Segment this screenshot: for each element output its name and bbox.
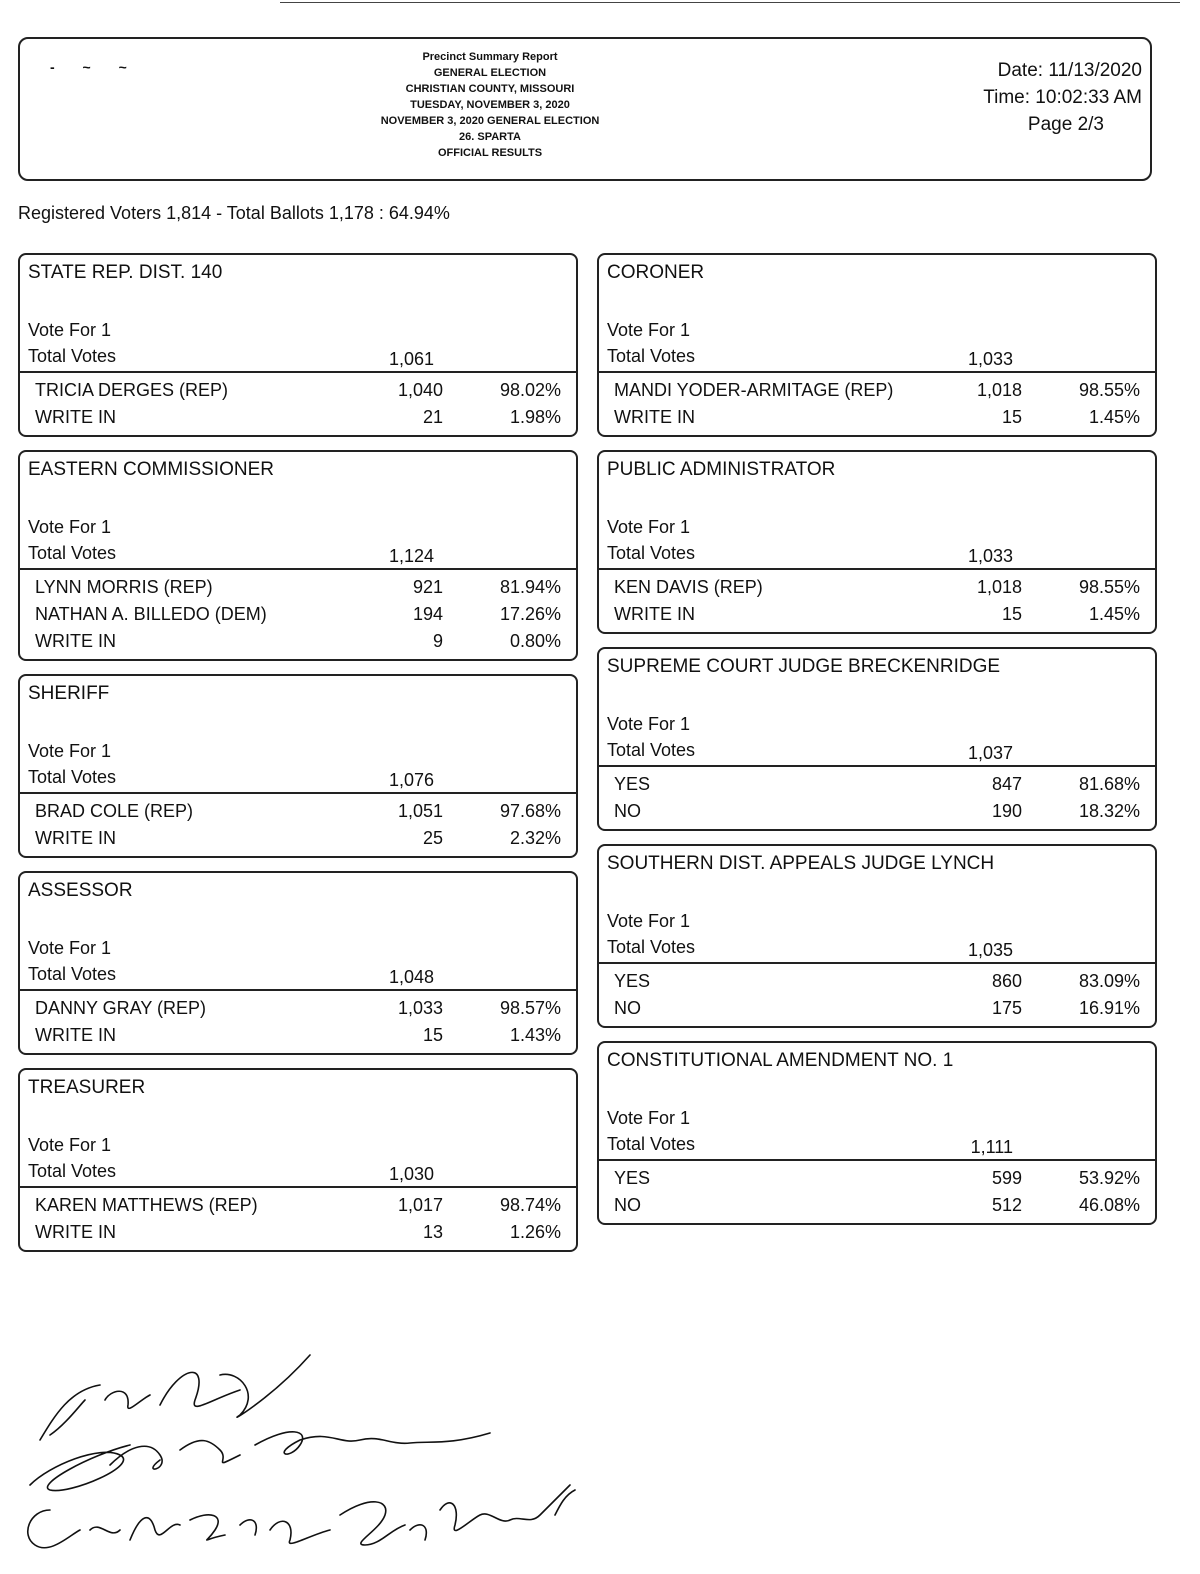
contest-title: SHERIFF [28, 683, 110, 704]
total-votes-label: Total Votes [28, 964, 117, 984]
candidate-percent: 2.32% [509, 828, 561, 848]
candidate-percent: 16.91% [1078, 998, 1140, 1018]
candidate-name: YES [614, 971, 651, 991]
candidate-votes: 9 [432, 631, 443, 651]
total-votes-row [28, 961, 568, 987]
precinct-name: 26. SPARTA [459, 131, 521, 143]
candidate-percent: 83.09% [1078, 971, 1140, 991]
contest-assessor [18, 871, 578, 1055]
candidate-list [599, 964, 1155, 1026]
contest-coroner [597, 253, 1157, 437]
candidate-name: WRITE IN [35, 1025, 116, 1045]
signature-carla-esrich [28, 1510, 330, 1548]
contest-state-rep-dist-140 [18, 253, 578, 437]
left-column [18, 253, 578, 1265]
candidate-list [599, 570, 1155, 632]
total-votes-row [28, 343, 568, 369]
candidate-percent: 97.68% [499, 801, 561, 821]
contest-constitutional-amendment-no-1 [597, 1041, 1157, 1225]
candidate-percent: 81.68% [1078, 774, 1140, 794]
contest-title: SUPREME COURT JUDGE BRECKENRIDGE [607, 656, 1001, 677]
total-votes-value: 1,037 [967, 743, 1013, 763]
vote-for-label: Vote For 1 [607, 1108, 691, 1128]
candidate-percent: 98.57% [499, 998, 561, 1018]
contest-meta [599, 908, 1155, 960]
candidate-votes: 1,018 [976, 577, 1022, 597]
total-votes-value: 1,111 [970, 1137, 1013, 1157]
contest-title: STATE REP. DIST. 140 [28, 262, 223, 283]
candidate-votes: 13 [422, 1222, 443, 1242]
candidate-row [35, 1192, 561, 1219]
candidate-votes: 847 [991, 774, 1022, 794]
candidate-percent: 17.26% [499, 604, 561, 624]
candidate-row [35, 995, 561, 1022]
candidate-row [614, 798, 1140, 825]
contest-meta [20, 317, 576, 369]
candidate-list [599, 767, 1155, 829]
contest-title: ASSESSOR [28, 880, 133, 901]
signature-lisa-russell [340, 1485, 575, 1545]
total-votes-label: Total Votes [607, 543, 696, 563]
total-votes-value: 1,124 [388, 546, 434, 566]
election-name: GENERAL ELECTION [433, 67, 547, 79]
contest-title: SOUTHERN DIST. APPEALS JUDGE LYNCH [607, 853, 995, 874]
results-status: OFFICIAL RESULTS [437, 147, 543, 159]
candidate-votes: 194 [412, 604, 443, 624]
vote-for-label: Vote For 1 [28, 938, 112, 958]
candidate-row [614, 404, 1140, 431]
candidate-votes: 15 [1001, 407, 1022, 427]
contest-meta [20, 1132, 576, 1184]
candidate-percent: 1.45% [1088, 407, 1140, 427]
total-votes-label: Total Votes [28, 1161, 117, 1181]
candidate-votes: 1,017 [397, 1195, 443, 1215]
county-name: CHRISTIAN COUNTY, MISSOURI [405, 83, 575, 95]
vote-for-label: Vote For 1 [607, 714, 691, 734]
total-votes-value: 1,048 [388, 967, 434, 987]
candidate-votes: 860 [991, 971, 1022, 991]
candidate-name: NATHAN A. BILLEDO (DEM) [35, 604, 267, 624]
contest-meta [20, 935, 576, 987]
candidate-row [35, 1219, 561, 1246]
candidate-name: WRITE IN [35, 1222, 116, 1242]
contest-sheriff [18, 674, 578, 858]
candidate-list [20, 991, 576, 1053]
contest-meta [599, 514, 1155, 566]
candidate-name: WRITE IN [35, 407, 116, 427]
vote-for-label: Vote For 1 [28, 320, 112, 340]
contest-title: EASTERN COMMISSIONER [28, 459, 274, 480]
total-votes-label: Total Votes [28, 543, 117, 563]
right-column [597, 253, 1157, 1238]
total-votes-value: 1,030 [388, 1164, 434, 1184]
vote-for-label: Vote For 1 [607, 911, 691, 931]
candidate-votes: 25 [422, 828, 443, 848]
candidate-percent: 98.55% [1078, 577, 1140, 597]
candidate-votes: 512 [991, 1195, 1022, 1215]
candidate-percent: 18.32% [1078, 801, 1140, 821]
signature-for-cody [40, 1355, 310, 1440]
contest-meta [599, 1105, 1155, 1157]
candidate-name: KEN DAVIS (REP) [614, 577, 763, 597]
total-votes-value: 1,033 [967, 546, 1013, 566]
candidate-row [614, 771, 1140, 798]
total-votes-row [607, 934, 1147, 960]
election-full-name: NOVEMBER 3, 2020 GENERAL ELECTION [380, 115, 600, 127]
total-votes-label: Total Votes [28, 767, 117, 787]
contest-meta [20, 738, 576, 790]
contest-title: CONSTITUTIONAL AMENDMENT NO. 1 [607, 1050, 954, 1071]
contest-southern-dist-appeals-judge-lynch [597, 844, 1157, 1028]
candidate-percent: 1.45% [1088, 604, 1140, 624]
total-votes-row [28, 764, 568, 790]
candidate-votes: 1,051 [397, 801, 443, 821]
total-votes-row [607, 540, 1147, 566]
candidate-name: KAREN MATTHEWS (REP) [35, 1195, 258, 1215]
candidate-percent: 1.26% [509, 1222, 561, 1242]
candidate-row [35, 377, 561, 404]
total-votes-label: Total Votes [28, 346, 117, 366]
candidate-name: WRITE IN [35, 828, 116, 848]
candidate-name: LYNN MORRIS (REP) [35, 577, 213, 597]
candidate-votes: 599 [991, 1168, 1022, 1188]
vote-for-label: Vote For 1 [607, 517, 691, 537]
contest-supreme-court-judge-breckenridge [597, 647, 1157, 831]
candidate-name: MANDI YODER-ARMITAGE (REP) [614, 380, 894, 400]
contest-title: TREASURER [28, 1077, 146, 1098]
candidate-list [599, 373, 1155, 435]
candidate-row [35, 798, 561, 825]
candidate-row [35, 825, 561, 852]
report-title: Precinct Summary Report [422, 51, 558, 63]
report-header [18, 37, 1152, 181]
candidate-percent: 98.74% [499, 1195, 561, 1215]
contest-public-administrator [597, 450, 1157, 634]
candidate-name: NO [614, 801, 641, 821]
candidate-votes: 21 [422, 407, 443, 427]
report-title-block [320, 49, 660, 161]
total-votes-label: Total Votes [607, 740, 696, 760]
candidate-name: NO [614, 998, 641, 1018]
vote-for-label: Vote For 1 [28, 517, 112, 537]
candidate-percent: 98.02% [499, 380, 561, 400]
total-votes-value: 1,076 [388, 770, 434, 790]
candidate-row [614, 574, 1140, 601]
candidate-percent: 1.43% [509, 1025, 561, 1045]
total-votes-row [28, 540, 568, 566]
contest-title: CORONER [607, 262, 705, 283]
candidate-list [20, 1188, 576, 1250]
candidate-row [35, 574, 561, 601]
candidate-row [614, 968, 1140, 995]
candidate-votes: 1,040 [397, 380, 443, 400]
candidate-votes: 1,018 [976, 380, 1022, 400]
candidate-percent: 53.92% [1078, 1168, 1140, 1188]
candidate-votes: 190 [991, 801, 1022, 821]
candidate-percent: 46.08% [1078, 1195, 1140, 1215]
contest-treasurer [18, 1068, 578, 1252]
vote-for-label: Vote For 1 [28, 741, 112, 761]
candidate-percent: 98.55% [1078, 380, 1140, 400]
candidate-row [35, 628, 561, 655]
contest-meta [599, 711, 1155, 763]
total-votes-label: Total Votes [607, 1134, 696, 1154]
contest-meta [20, 514, 576, 566]
candidate-row [614, 1165, 1140, 1192]
candidate-name: DANNY GRAY (REP) [35, 998, 207, 1018]
contest-title: PUBLIC ADMINISTRATOR [607, 459, 836, 480]
candidate-row [614, 1192, 1140, 1219]
total-votes-value: 1,033 [967, 349, 1013, 369]
total-votes-value: 1,035 [967, 940, 1013, 960]
total-votes-row [607, 343, 1147, 369]
candidate-votes: 1,033 [397, 998, 443, 1018]
total-votes-row [28, 1158, 568, 1184]
candidate-votes: 921 [412, 577, 443, 597]
candidate-name: WRITE IN [614, 604, 695, 624]
contest-eastern-commissioner [18, 450, 578, 661]
report-date: Date: 11/13/2020 [997, 60, 1142, 81]
total-votes-row [607, 1131, 1147, 1157]
candidate-name: BRAD COLE (REP) [35, 801, 194, 821]
candidate-row [614, 377, 1140, 404]
vote-for-label: Vote For 1 [607, 320, 691, 340]
report-meta [942, 57, 1142, 138]
candidate-name: WRITE IN [35, 631, 116, 651]
candidate-percent: 0.80% [509, 631, 561, 651]
candidate-percent: 81.94% [499, 577, 561, 597]
candidate-row [35, 404, 561, 431]
candidate-name: NO [614, 1195, 641, 1215]
candidate-row [614, 601, 1140, 628]
candidate-name: TRICIA DERGES (REP) [35, 380, 229, 400]
signature-robert-graham [30, 1432, 490, 1491]
candidate-list [20, 373, 576, 435]
candidate-name: WRITE IN [614, 407, 695, 427]
stray-marks: - ~ ~ [50, 59, 139, 75]
registered-voters-summary: Registered Voters 1,814 - Total Ballots 1,178 : 64.94% [18, 203, 450, 223]
top-rule [280, 2, 1180, 3]
candidate-name: YES [614, 1168, 651, 1188]
page-number: Page 2/3 [1027, 114, 1104, 135]
election-date: TUESDAY, NOVEMBER 3, 2020 [410, 99, 570, 111]
total-votes-label: Total Votes [607, 937, 696, 957]
candidate-list [599, 1161, 1155, 1223]
signatures [10, 1345, 610, 1570]
candidate-percent: 1.98% [509, 407, 561, 427]
total-votes-label: Total Votes [607, 346, 696, 366]
candidate-row [35, 1022, 561, 1049]
vote-for-label: Vote For 1 [28, 1135, 112, 1155]
candidate-votes: 175 [991, 998, 1022, 1018]
candidate-votes: 15 [422, 1025, 443, 1045]
candidate-votes: 15 [1001, 604, 1022, 624]
total-votes-value: 1,061 [388, 349, 434, 369]
candidate-row [614, 995, 1140, 1022]
candidate-name: YES [614, 774, 651, 794]
contest-meta [599, 317, 1155, 369]
candidate-row [35, 601, 561, 628]
report-time: Time: 10:02:33 AM [983, 87, 1142, 108]
total-votes-row [607, 737, 1147, 763]
candidate-list [20, 570, 576, 659]
candidate-list [20, 794, 576, 856]
